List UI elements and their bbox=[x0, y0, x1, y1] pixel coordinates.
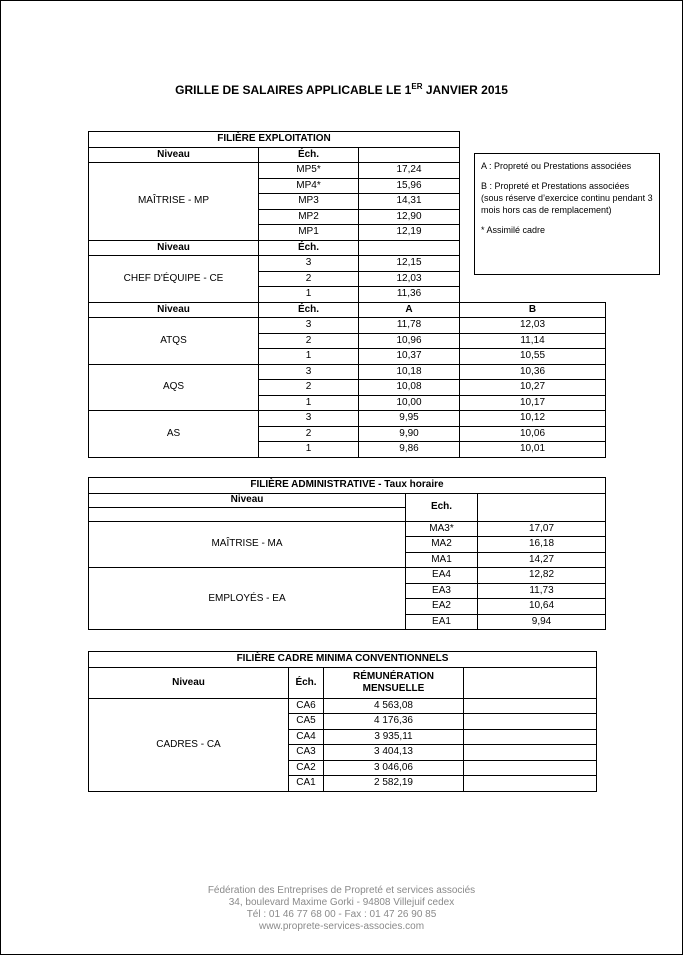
level-ea: EMPLOYÉS - EA bbox=[89, 568, 406, 630]
administrative-table bbox=[88, 477, 606, 630]
level-as: AS bbox=[89, 411, 259, 458]
ech-cell: MA1 bbox=[406, 552, 478, 568]
rate-b-cell: 10,36 bbox=[460, 364, 606, 380]
salary-cell: 2 582,19 bbox=[324, 776, 464, 792]
ech-cell: 3 bbox=[259, 411, 359, 427]
rate-cell: 12,15 bbox=[359, 256, 460, 272]
ech-cell: CA5 bbox=[289, 714, 324, 730]
remuneration-header: RÉMUNÉRATION MENSUELLE bbox=[324, 667, 464, 698]
ech-cell: MP3 bbox=[259, 194, 359, 210]
rate-a-cell: 9,95 bbox=[359, 411, 460, 427]
ech-cell: 2 bbox=[259, 333, 359, 349]
ech-cell: MA3* bbox=[406, 521, 478, 537]
ech-cell: 1 bbox=[259, 395, 359, 411]
footer-address: 34, boulevard Maxime Gorki - 94808 Villejuif cedex bbox=[228, 897, 455, 908]
ech-cell: CA4 bbox=[289, 729, 324, 745]
ech-cell: CA3 bbox=[289, 745, 324, 761]
page-title: GRILLE DE SALAIRES APPLICABLE LE 1ER JANVIER 2015 bbox=[175, 82, 508, 97]
administrative-heading: FILIÈRE ADMINISTRATIVE - Taux horaire bbox=[89, 478, 606, 494]
ech-cell: MP4* bbox=[259, 178, 359, 194]
legend-b: B : Propreté et Prestations associées (sous réserve d’exercice continu pendant 3 mois hors cas de remplacement) bbox=[481, 181, 653, 215]
ech-cell: 3 bbox=[259, 256, 359, 272]
legend-box bbox=[474, 153, 660, 275]
ech-cell: 3 bbox=[259, 364, 359, 380]
rate-cell: 14,31 bbox=[359, 194, 460, 210]
salary-cell: 3 935,11 bbox=[324, 729, 464, 745]
ech-cell: 3 bbox=[259, 318, 359, 334]
rate-b-cell: 10,06 bbox=[460, 426, 606, 442]
ech-cell: MP1 bbox=[259, 225, 359, 241]
rate-a-cell: 9,86 bbox=[359, 442, 460, 458]
rate-a-cell: 10,18 bbox=[359, 364, 460, 380]
ech-cell: 1 bbox=[259, 349, 359, 365]
level-ca: CADRES - CA bbox=[89, 698, 289, 791]
level-ma: MAÎTRISE - MA bbox=[89, 521, 406, 568]
rate-cell: 17,24 bbox=[359, 163, 460, 179]
salary-cell: 3 404,13 bbox=[324, 745, 464, 761]
niveau-header: Niveau bbox=[89, 302, 259, 318]
ech-cell: CA6 bbox=[289, 698, 324, 714]
cadre-table bbox=[88, 651, 597, 792]
rate-cell: 14,27 bbox=[478, 552, 606, 568]
col-a-header: A bbox=[359, 302, 460, 318]
rate-b-cell: 10,01 bbox=[460, 442, 606, 458]
rate-b-cell: 10,27 bbox=[460, 380, 606, 396]
ech-cell: EA1 bbox=[406, 614, 478, 630]
ech-cell: MP2 bbox=[259, 209, 359, 225]
ech-cell: MA2 bbox=[406, 537, 478, 553]
rate-cell: 12,82 bbox=[478, 568, 606, 584]
ech-cell: EA2 bbox=[406, 599, 478, 615]
legend-a: A : Propreté ou Prestations associées bbox=[481, 161, 632, 171]
ech-header: Éch. bbox=[259, 240, 359, 256]
rate-a-cell: 10,37 bbox=[359, 349, 460, 365]
footer-website: www.proprete-services-associes.com bbox=[258, 921, 425, 932]
ech-cell: 1 bbox=[259, 442, 359, 458]
salary-cell: 3 046,06 bbox=[324, 760, 464, 776]
rate-a-cell: 11,78 bbox=[359, 318, 460, 334]
footer-phone: Tél : 01 46 77 68 00 - Fax : 01 47 26 90 85 bbox=[246, 909, 437, 920]
rate-cell: 9,94 bbox=[478, 614, 606, 630]
rate-cell: 10,64 bbox=[478, 599, 606, 615]
niveau-header: Niveau bbox=[89, 493, 406, 507]
ech-cell: 1 bbox=[259, 287, 359, 303]
ech-header: Ech. bbox=[406, 493, 478, 521]
ech-header: Éch. bbox=[259, 147, 359, 163]
footer-org: Fédération des Entreprises de Propreté et services associés bbox=[207, 885, 476, 896]
ech-cell: EA4 bbox=[406, 568, 478, 584]
ech-cell: 2 bbox=[259, 426, 359, 442]
level-ce: CHEF D'ÉQUIPE - CE bbox=[89, 256, 259, 303]
salary-cell: 4 176,36 bbox=[324, 714, 464, 730]
rate-a-cell: 10,96 bbox=[359, 333, 460, 349]
ech-cell: CA2 bbox=[289, 760, 324, 776]
legend-star: * Assimilé cadre bbox=[481, 225, 546, 235]
ech-cell: EA3 bbox=[406, 583, 478, 599]
salary-cell: 4 563,08 bbox=[324, 698, 464, 714]
footer bbox=[0, 885, 683, 933]
rate-a-cell: 10,00 bbox=[359, 395, 460, 411]
rate-cell: 15,96 bbox=[359, 178, 460, 194]
niveau-header: Niveau bbox=[89, 147, 259, 163]
rate-a-cell: 9,90 bbox=[359, 426, 460, 442]
rate-cell: 11,36 bbox=[359, 287, 460, 303]
ech-header: Éch. bbox=[289, 667, 324, 698]
rate-cell: 12,03 bbox=[359, 271, 460, 287]
ech-cell: MP5* bbox=[259, 163, 359, 179]
col-b-header: B bbox=[460, 302, 606, 318]
rate-b-cell: 11,14 bbox=[460, 333, 606, 349]
ech-cell: CA1 bbox=[289, 776, 324, 792]
rate-cell: 11,73 bbox=[478, 583, 606, 599]
ech-header: Éch. bbox=[259, 302, 359, 318]
exploitation-heading: FILIÈRE EXPLOITATION bbox=[89, 132, 460, 148]
rate-cell: 17,07 bbox=[478, 521, 606, 537]
level-atqs: ATQS bbox=[89, 318, 259, 365]
rate-b-cell: 10,17 bbox=[460, 395, 606, 411]
rate-a-cell: 10,08 bbox=[359, 380, 460, 396]
level-mp: MAÎTRISE - MP bbox=[89, 163, 259, 241]
ech-cell: 2 bbox=[259, 380, 359, 396]
rate-b-cell: 12,03 bbox=[460, 318, 606, 334]
rate-cell: 12,19 bbox=[359, 225, 460, 241]
rate-b-cell: 10,55 bbox=[460, 349, 606, 365]
rate-cell: 12,90 bbox=[359, 209, 460, 225]
rate-cell: 16,18 bbox=[478, 537, 606, 553]
level-aqs: AQS bbox=[89, 364, 259, 411]
niveau-header: Niveau bbox=[89, 240, 259, 256]
cadre-heading: FILIÈRE CADRE MINIMA CONVENTIONNELS bbox=[89, 652, 597, 668]
rate-b-cell: 10,12 bbox=[460, 411, 606, 427]
ech-cell: 2 bbox=[259, 271, 359, 287]
niveau-header: Niveau bbox=[89, 667, 289, 698]
